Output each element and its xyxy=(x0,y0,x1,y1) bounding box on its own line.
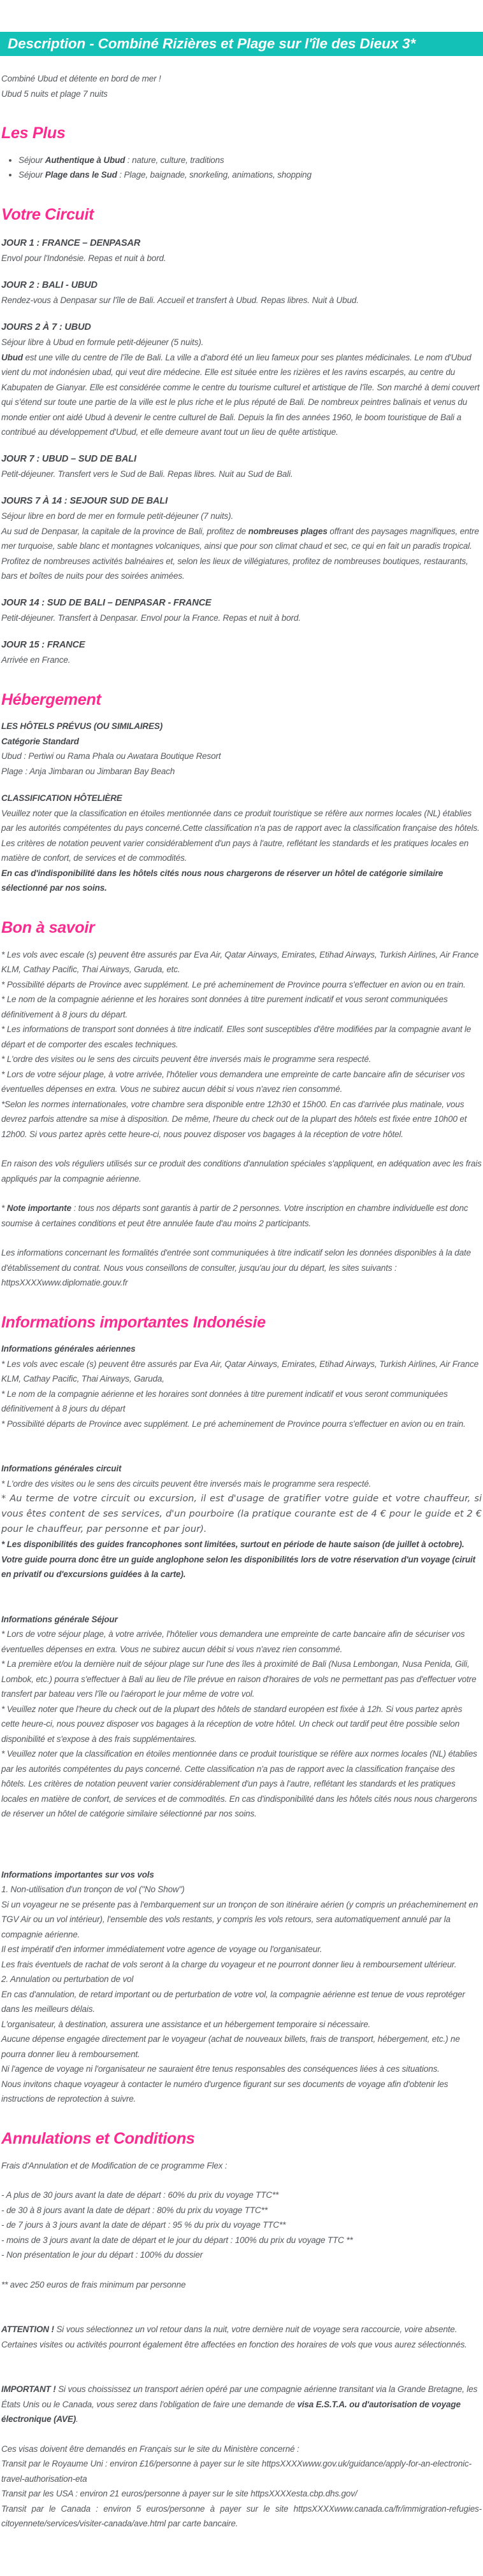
cancellation-intro: Frais d'Annulation et de Modification de ce programme Flex : xyxy=(1,2160,227,2170)
day-text xyxy=(1,524,482,584)
classification-text: Veuillez noter que la classification en étoiles mentionnée dans ce produit touristique se réfère aux normes locales (NL) établies par les autorités compétentes du pays concerné.Cette classification n'a pas de rapport avec la classification française des hôtels. Les critères de notation peuvent varier considérablement d'un pays à l'autre, reflétant les standards et les pratiques locales en matière de confort, de services et de commodités. xyxy=(1,808,480,863)
page-title: Description - Combiné Rizières et Plage sur l'île des Dieux 3* xyxy=(8,36,416,52)
note-paragraph: * Les vols avec escale (s) peuvent être assurés par Eva Air, Qatar Airways, Emirates, Etihad Airways, Turkish Airlines, Air France KLM, Cathay Pacific, Thai Airways, Garuda, etc. xyxy=(1,949,479,974)
note-paragraph: * Possibilité départs de Province avec supplément. Le pré acheminement de Province pourra s'effectuer en avion ou en train. xyxy=(1,979,466,989)
text-segment: Si vous choississez un transport aérien opéré par une compagnie aérienne transitant via la Grande Bretagne, les États Unis ou le Canada, vous serez dans l'obligation de faire une demande de xyxy=(1,2384,478,2409)
day-text: Petit-déjeuner. Transfert vers le Sud de Bali. Repas libres. Nuit au Sud de Bali. xyxy=(1,469,293,479)
section-heading-hebergement: Hébergement xyxy=(1,690,101,709)
visa-info: Transit par les USA : environ 21 euros/personne à payer sur le site httpsXXXXesta.cbp.dhs.gov/ xyxy=(1,2489,357,2498)
subsection-circuit: Informations générales circuit xyxy=(1,1464,122,1474)
note-paragraph: * Veuillez noter que la classification en étoiles mentionnée dans ce produit touristique se réfère aux normes locales (NL) établies par les autorités compétentes du pays concerné. Cette classification n'a pas de rapport avec la classification française des hôtels. Les critères de notation peuvent varier considérablement d'un pays à l'autre, reflétant les standards et les pratiques locales en matière de confort, de services et de commodités. En cas d'indisponibilité dans les hôtels cités nous nous chargerons de réserver un hôtel de catégorie similaire sélectionné par nos soins. xyxy=(1,1749,477,1819)
cancellation-rule: - de 7 jours à 3 jours avant la date de départ : 95 % du prix du voyage TTC** xyxy=(1,2220,286,2230)
les-plus-list xyxy=(1,153,482,183)
note-paragraph: * Les informations de transport sont données à titre indicatif. Elles sont susceptibles d'être modifiées par la compagnie avant le départ et de comporter des escales techniques. xyxy=(1,1024,472,1049)
text-segment-bold: Authentique à Ubud xyxy=(45,155,126,165)
text-segment: : nature, culture, traditions xyxy=(125,155,224,165)
text-segment: offrant des paysages magnifiques, entre mer turquoise, sable blanc et montagnes volcaniques, ainsi que pour son climat chaud et sec, ce qui en fait un paradis tropical. Profitez de nombreuses activités balnéaires et, selon les lieux de villégiatures, profitez de nombreuses boutiques, restaurants, bars et boîtes de nuits pour des soirées animées. xyxy=(1,526,479,581)
note-paragraph: Les frais éventuels de rachat de vols seront à la charge du voyageur et ne pourront donner lieu à remboursement ultérieur. xyxy=(1,1959,457,1969)
day-title: JOURS 7 À 14 : SEJOUR SUD DE BALI xyxy=(1,495,168,506)
day-text: Séjour libre en bord de mer en formule petit-déjeuner (7 nuits). xyxy=(1,511,234,521)
note-paragraph: * L'ordre des visites ou le sens des circuits peuvent être inversés mais le programme sera respecté. xyxy=(1,1478,371,1489)
note-paragraph: Aucune dépense engagée directement par le voyageur (achat de nouveaux billets, frais de transport, hébergement, etc.) ne pourra donner lieu à remboursement. xyxy=(1,2034,460,2059)
text-segment: Au sud de Denpasar, la capitale de la province de Bali, profitez de xyxy=(1,526,249,536)
day-text: Arrivée en France. xyxy=(1,655,71,665)
category-subhead: Catégorie Standard xyxy=(1,736,79,746)
visa-info: Transit par le Canada : environ 5 euros/personne à payer sur le site httpsXXXXwww.canada.ca/fr/immigration-refugies-citoyennete/services/visiter-canada/ave.html par carte bancaire. xyxy=(1,2503,482,2528)
cancellation-rule: - moins de 3 jours avant la date de départ et le jour du départ : 100% du prix du voyage TTC ** xyxy=(1,2235,353,2245)
day-text: Rendez-vous à Denpasar sur l'île de Bali. Accueil et transfert à Ubud. Repas libres. Nuit à Ubud. xyxy=(1,295,359,305)
text-segment: Séjour xyxy=(18,170,45,180)
text-segment-bold: ATTENTION ! xyxy=(1,2325,54,2334)
day-title: JOUR 2 : BALI - UBUD xyxy=(1,280,97,290)
note-paragraph: 1. Non-utilisation d'un tronçon de vol ("No Show") xyxy=(1,1885,185,1895)
hotels-subhead: LES HÔTELS PRÉVUS (OU SIMILAIRES) xyxy=(1,721,163,732)
section-heading-bon-a-savoir: Bon à savoir xyxy=(1,918,95,937)
note-paragraph: Les informations concernant les formalités d'entrée sont communiquées à titre indicatif selon les données disponibles à la date d'établissement du contrat. Nous vous conseillons de consulter, jusqu'au jour du départ, les sites suivants : httpsXXXXwww.diplomatie.gouv.fr xyxy=(1,1248,471,1287)
text-segment: Séjour xyxy=(18,155,45,165)
note-paragraph: 2. Annulation ou perturbation de vol xyxy=(1,1974,134,1985)
text-segment: Si vous sélectionnez un vol retour dans la nuit, votre dernière nuit de voyage sera raccourcie, voire absente. Certaines visites ou activités pourront également être affectées en fonction des horaires de vols que vous aurez sélectionnés. xyxy=(1,2325,467,2349)
note-paragraph: * Le nom de la compagnie aérienne et les horaires sont données à titre purement indicatif et vous seront communiquées définitivement à 8 jours du départ xyxy=(1,1389,448,1414)
day-text: Petit-déjeuner. Transfert à Denpasar. Envol pour la France. Repas et nuit à bord. xyxy=(1,613,301,623)
note-paragraph: * Les vols avec escale (s) peuvent être assurés par Eva Air, Qatar Airways, Emirates, Etihad Airways, Turkish Airlines, Air France KLM, Cathay Pacific, Thai Airways, Garuda, xyxy=(1,1359,479,1384)
day-text: Séjour libre à Ubud en formule petit-déjeuner (5 nuits). xyxy=(1,337,204,347)
day-title: JOUR 1 : FRANCE – DENPASAR xyxy=(1,237,141,248)
visa-info: Transit par le Royaume Uni : environ £16/personne à payer sur le site httpsXXXXwww.gov.uk/guidance/apply-for-an-electronic-travel-authorisation-eta xyxy=(1,2459,472,2484)
note-paragraph: Si un voyageur ne se présente pas à l'embarquement sur un tronçon de son itinéraire aérien (y compris un préacheminement en TGV Air ou un vol intérieur), l'ensemble des vols restants, y compris les vols retours, sera automatiquement annulé par la compagnie aérienne. xyxy=(1,1899,479,1939)
text-segment-bold: IMPORTANT ! xyxy=(1,2384,56,2394)
day-text: Envol pour l'Indonésie. Repas et nuit à bord. xyxy=(1,253,166,263)
day-title: JOUR 14 : SUD DE BALI – DENPASAR - FRANCE xyxy=(1,597,212,608)
subsection-sejour: Informations générale Séjour xyxy=(1,1614,118,1624)
subsection-air: Informations générales aériennes xyxy=(1,1344,136,1354)
text-segment: . xyxy=(76,2414,78,2424)
subsection-vols: Informations importantes sur vos vols xyxy=(1,1869,154,1879)
note-paragraph: En raison des vols réguliers utilisés sur ce produit des conditions d'annulation spéciales s'appliquent, en adéquation avec les frais appliqués par la compagnie aérienne. xyxy=(1,1159,482,1184)
list-item xyxy=(18,153,482,168)
travel-description-document xyxy=(0,32,483,2576)
intro-line-1: Combiné Ubud et détente en bord de mer ! xyxy=(1,74,161,83)
description-banner xyxy=(0,32,483,56)
text-segment-bold: Ubud xyxy=(1,352,23,362)
note-paragraph: * Au terme de votre circuit ou excursion, il est d'usage de gratifier votre guide et votre chauffeur, si vous êtes content de ses services, d'un pourboire (la pratique courante est de 4 € pour le guide et 2 € pour le chauffeur, par personne et par jour). xyxy=(1,1493,482,1535)
note-paragraph: En cas d'annulation, de retard important ou de perturbation de votre vol, la compagnie aérienne est tenue de vous reprotéger dans les meilleurs délais. xyxy=(1,1989,465,2014)
list-item xyxy=(18,167,482,183)
note-paragraph: * Possibilité départs de Province avec supplément. Le pré acheminement de Province pourra s'effectuer en avion ou en train. xyxy=(1,1419,466,1429)
attention-paragraph xyxy=(1,2322,482,2352)
note-paragraph: * L'ordre des visites ou le sens des circuits peuvent être inversés mais le programme sera respecté. xyxy=(1,1054,371,1064)
fees-note: ** avec 250 euros de frais minimum par personne xyxy=(1,2279,186,2289)
intro-line-2: Ubud 5 nuits et plage 7 nuits xyxy=(1,88,108,99)
text-segment: : Plage, baignade, snorkeling, animations, shopping xyxy=(117,170,312,180)
note-paragraph: Il est impératif d'en informer immédiatement votre agence de voyage ou l'organisateur. xyxy=(1,1944,322,1955)
cancellation-rule: - A plus de 30 jours avant la date de départ : 60% du prix du voyage TTC** xyxy=(1,2190,279,2200)
hotel-line: Plage : Anja Jimbaran ou Jimbaran Bay Beach xyxy=(1,766,175,776)
note-paragraph: *Selon les normes internationales, votre chambre sera disponible entre 12h30 et 15h00. En cas d'arrivée plus matinale, vous devrez parfois attendre sa mise à disposition. De même, l'heure du check out de la plupart des hôtels est fixée entre 10h00 et 12h00. Si vous partez après cette heure-ci, nous pouvez disposer vos bagages à la réception de votre hôtel. xyxy=(1,1099,467,1139)
day-title: JOUR 7 : UBUD – SUD DE BALI xyxy=(1,453,136,464)
text-segment-bold: Note importante xyxy=(6,1203,71,1213)
text-segment: : tous nos départs sont garantis à partir de 2 personnes. Votre inscription en chambre individuelle est donc soumise à certaines conditions et peut être annulée faute d'au moins 2 participants. xyxy=(1,1203,468,1228)
section-heading-les-plus: Les Plus xyxy=(1,124,66,142)
classification-subhead: CLASSIFICATION HÔTELIÈRE xyxy=(1,793,122,803)
note-paragraph: L'organisateur, à destination, assurera une assistance et un hébergement temporaire si nécessaire. xyxy=(1,2019,371,2029)
note-paragraph: * Veuillez noter que l'heure du check out de la plupart des hôtels de standard européen est fixée à 12h. Si vous partez après cette heure-ci, nous pouvez disposer vos bagages à la réception de votre hôtel. Un check out tardif peut être possible selon disponibilité et s'expose à des frais supplémentaires. xyxy=(1,1704,463,1744)
text-segment: est une ville du centre de l'île de Bali. La ville a d'abord été un lieu fameux pour ses plantes médicinales. Le nom d'Ubud vient du mot indonésien ubad, qui veut dire médecine. Elle est située entre les rizières et les ravins escarpés, au centre du Kabupaten de Gianyar. Elle est considérée comme le centre du tourisme culturel et artistique de l'île. Son marché à demi couvert qui s'étend sur toute une partie de la ville est le plus riche et le plus réputé de Bali. De nombreux peintres balinais et venus du monde entier ont aidé Ubud à devenir le centre culturel de Bali. Depuis la fin des années 1960, le boom touristique de Bali a contribué au développement d'Ubud, et elle demeure avant tout un lieu de quête artistique. xyxy=(1,352,480,437)
hotel-line: Ubud : Pertiwi ou Rama Phala ou Awatara Boutique Resort xyxy=(1,751,221,761)
day-title: JOURS 2 À 7 : UBUD xyxy=(1,322,91,332)
day-title: JOUR 15 : FRANCE xyxy=(1,639,85,650)
note-paragraph: * La première et/ou la dernière nuit de séjour plage sur l'une des îles à proximité de Bali (Nusa Lembongan, Nusa Penida, Gili, Lombok, etc.) pourra s'effectuer à Bali au lieu de l'île prévue en raison d'horaires de vols ne permettant pas pas d'effectuer votre transfert par bateau vers l'île ou l'aéroport le jour même de votre vol. xyxy=(1,1659,477,1699)
note-paragraph: * Lors de votre séjour plage, à votre arrivée, l'hôtelier vous demandera une empreinte de carte bancaire afin de sécuriser vos éventuelles dépenses en extra. Vous ne subirez aucun débit si vous n'avez rien consommé. xyxy=(1,1069,465,1094)
day-text xyxy=(1,350,482,440)
text-segment-bold: nombreuses plages xyxy=(248,526,328,536)
note-paragraph: Ni l'agence de voyage ni l'organisateur ne sauraient être tenus responsables des conséquences liées à ces situations. xyxy=(1,2064,440,2074)
cancellation-rule: - de 30 à 8 jours avant la date de départ : 80% du prix du voyage TTC** xyxy=(1,2205,268,2215)
note-paragraph: * Le nom de la compagnie aérienne et les horaires sont données à titre purement indicatif et vous seront communiquées définitivement à 8 jours du départ. xyxy=(1,994,448,1019)
important-paragraph xyxy=(1,2382,482,2427)
visa-info: Ces visas doivent être demandés en Français sur le site du Ministère concerné : xyxy=(1,2444,299,2454)
availability-note: En cas d'indisponibilité dans les hôtels cités nous nous chargerons de réserver un hôtel de catégorie similaire sélectionné par nos soins. xyxy=(1,868,443,893)
text-segment-bold: visa E.S.T.A. ou d'autorisation de voyage électronique (AVE) xyxy=(1,2399,461,2424)
text-segment-bold: Plage dans le Sud xyxy=(45,170,117,180)
important-note xyxy=(1,1201,482,1231)
note-paragraph: * Lors de votre séjour plage, à votre arrivée, l'hôtelier vous demandera une empreinte de carte bancaire afin de sécuriser vos éventuelles dépenses en extra. Vous ne subirez aucun débit si vous n'avez rien consommé. xyxy=(1,1629,465,1654)
note-paragraph: Nous invitons chaque voyageur à contacter le numéro d'urgence figurant sur ses documents de voyage afin d'obtenir les instructions de reprotection à suivre. xyxy=(1,2079,449,2104)
section-heading-infos-indonesie: Informations importantes Indonésie xyxy=(1,1313,266,1331)
cancellation-rule: - Non présentation le jour du départ : 100% du dossier xyxy=(1,2250,203,2260)
section-heading-annulations: Annulations et Conditions xyxy=(1,2129,195,2148)
note-paragraph: * Les disponibilités des guides francophones sont limitées, surtout en période de haute saison (de juillet à octobre). Votre guide pourra donc être un guide anglophone selon les disponibilités lors de votre réservation d'un voyage (ciruit en privatif ou d'excursions guidées à la carte). xyxy=(1,1539,475,1580)
text-segment: * xyxy=(1,1203,7,1213)
section-heading-votre-circuit: Votre Circuit xyxy=(1,205,94,223)
